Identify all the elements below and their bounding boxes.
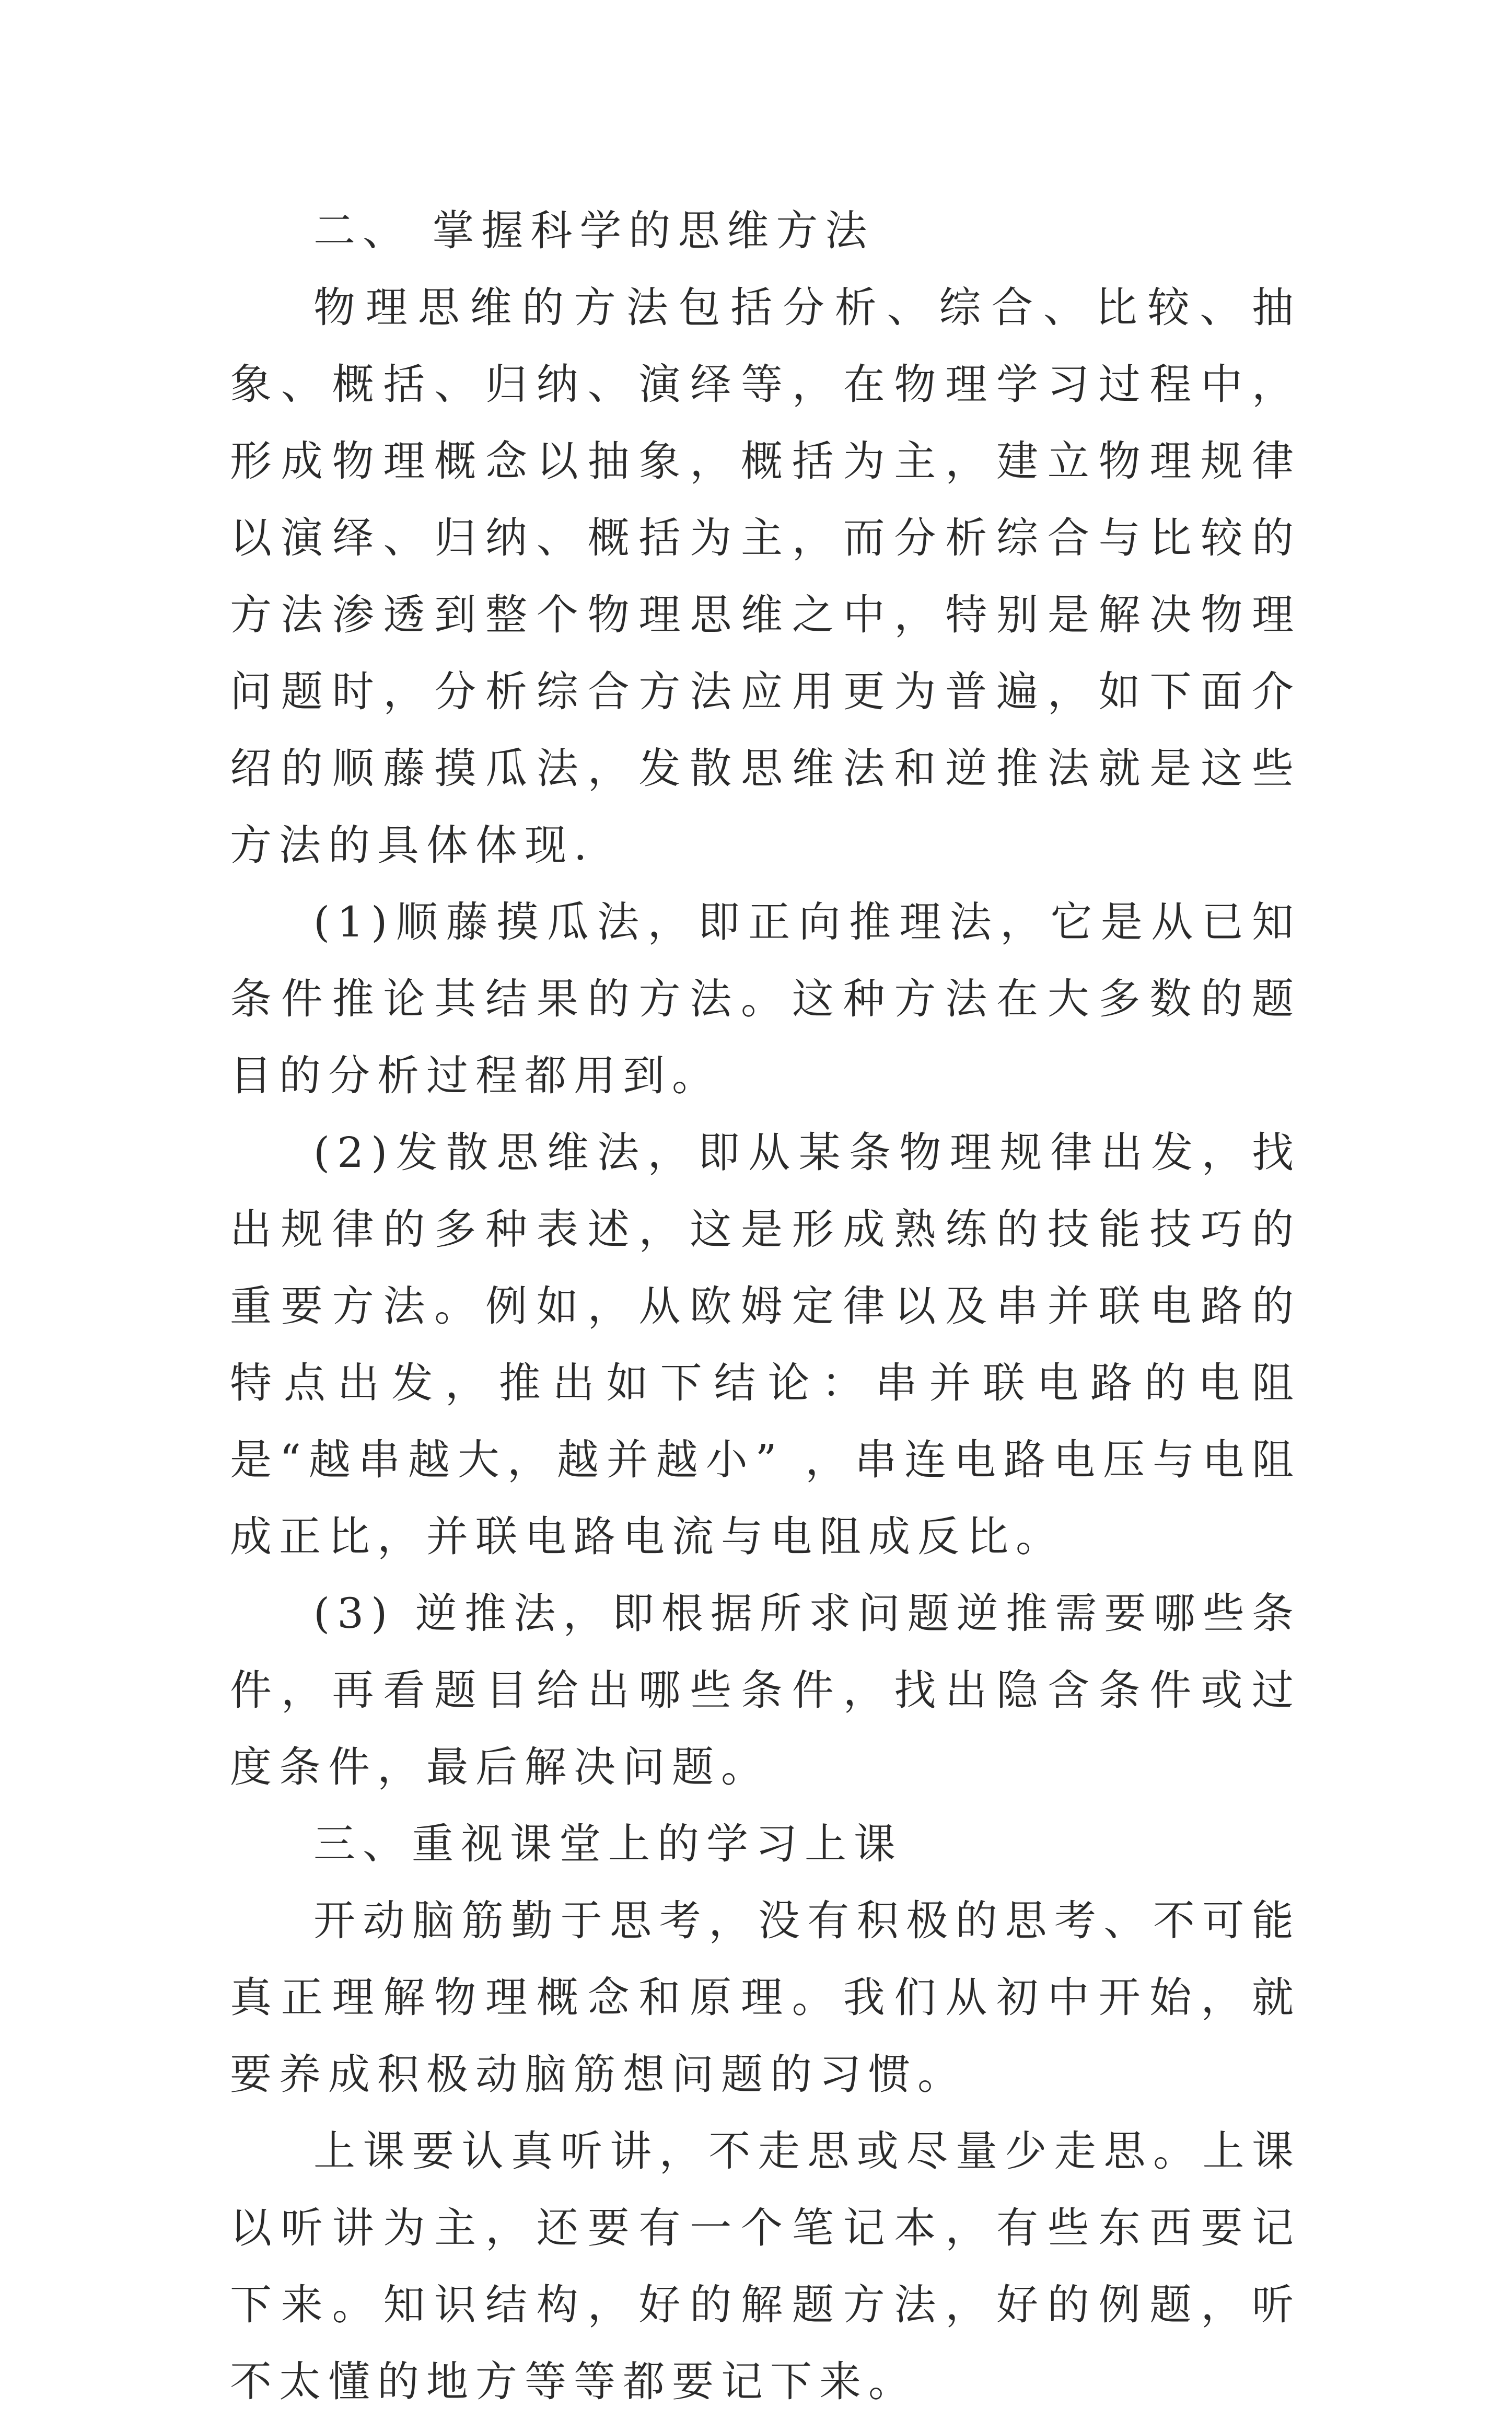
method-2-paragraph: (2)发散思维法，即从某条物理规律出发，找出规律的多种表述，这是形成熟练的技能技巧的重要方法。例如，从欧姆定律以及串并联电路的特点出发，推出如下结论：串并联电路的电阻是“越串越大，越并越小” ，串连电路电压与电阻成正比，并联电路电流与电阻成反比。 — [230, 1128, 1301, 1561]
section-3-heading: 三、重视课堂上的学习上课 — [313, 1820, 903, 1868]
method-3-paragraph: (3) 逆推法，即根据所求问题逆推需要哪些条件，再看题目给出哪些条件，找出隐含条件或过度条件，最后解决问题。 — [230, 1589, 1301, 1791]
method-1-paragraph: (1)顺藤摸瓜法，即正向推理法，它是从已知条件推论其结果的方法。这种方法在大多数的题目的分析过程都用到。 — [230, 898, 1301, 1100]
section-2-heading: 二、 掌握科学的思维方法 — [313, 206, 875, 255]
section-2-intro-paragraph: 物理思维的方法包括分析、综合、比较、抽象、概括、归纳、演绎等，在物理学习过程中，形成物理概念以抽象，概括为主，建立物理规律以演绎、归纳、概括为主，而分析综合与比较的方法渗透到整个物理思维之中，特别是解决物理问题时，分析综合方法应用更为普遍，如下面介绍的顺藤摸瓜法，发散思维法和逆推法就是这些方法的具体体现. — [230, 283, 1301, 870]
document-body — [230, 192, 1301, 2420]
section-3-paragraph-2: 上课要认真听讲，不走思或尽量少走思。上课以听讲为主，还要有一个笔记本，有些东西要记下来。知识结构，好的解题方法，好的例题，听不太懂的地方等等都要记下来。 — [230, 2127, 1301, 2406]
section-3-paragraph-1: 开动脑筋勤于思考，没有积极的思考、不可能真正理解物理概念和原理。我们从初中开始，就要养成积极动脑筋想问题的习惯。 — [230, 1896, 1301, 2099]
